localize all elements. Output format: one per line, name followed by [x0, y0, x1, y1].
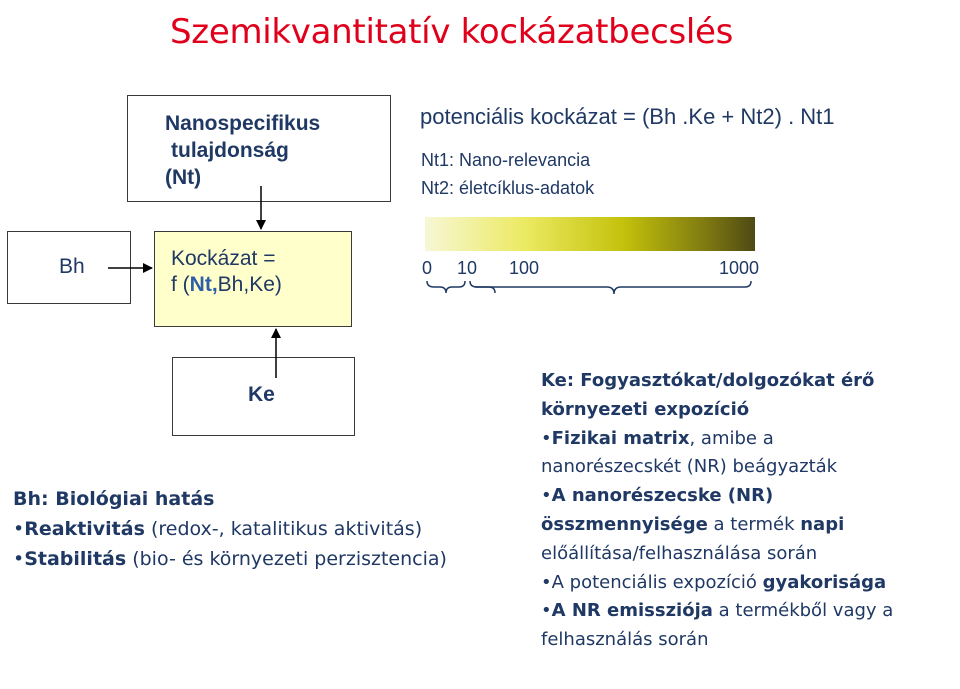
bh-item-1-bold: Reaktivitás — [24, 518, 145, 540]
ke-item-2-bold-b: napi — [800, 513, 845, 535]
scale-brace-100-1000 — [475, 281, 751, 294]
ke-item-2-line-2 — [541, 511, 956, 540]
ke-heading-1 — [541, 367, 956, 396]
ke-heading-2-text: környezeti expozíció — [541, 398, 750, 420]
scale-tick-10: 10 — [457, 258, 478, 278]
ke-item-4-line-2: felhasználás során — [541, 629, 709, 651]
bh-description — [13, 484, 447, 574]
ke-heading-2 — [541, 396, 956, 425]
risk-line-2-prefix: f ( — [171, 273, 190, 296]
bh-box-label: Bh — [59, 255, 85, 278]
scale-brace-0-10 — [427, 281, 465, 293]
ke-item-1-bold: Fizikai matrix — [551, 427, 690, 449]
ke-item-2-bold: A nanorészecske (NR) — [551, 485, 774, 507]
ke-heading-1-text: Ke: Fogyasztókat/dolgozókat érő — [541, 370, 875, 391]
scale-tick-0: 0 — [422, 258, 433, 278]
nt-line-3: (Nt) — [165, 166, 202, 189]
ke-box-label: Ke — [248, 383, 275, 406]
ke-item-matrix: •Fizikai matrix, amibe a — [541, 427, 774, 449]
ke-description — [541, 367, 956, 655]
ke-item-frequency: •A potenciális expozíció gyakorisága — [541, 571, 887, 593]
ke-item-2-mid: a termék — [707, 513, 801, 535]
scale-tick-100: 100 — [509, 258, 540, 278]
bh-item-reactivity: •Reaktivitás (redox-, katalitikus aktivitás) — [13, 518, 423, 540]
nt-line-2: tulajdonság — [171, 139, 289, 162]
ke-item-emission: •A NR emissziója a termékből vagy a — [541, 600, 894, 622]
ke-item-1-rest: , amibe a — [689, 427, 774, 449]
nt-line-1: Nanospecifikus — [165, 112, 321, 135]
ke-item-3-rest: A potenciális expozíció — [551, 571, 763, 593]
risk-line-2-suffix: Bh,Ke) — [217, 273, 282, 296]
risk-line-1: Kockázat = — [171, 247, 276, 270]
bh-item-2-bold: Stabilitás — [24, 548, 127, 570]
ke-item-3-bold: gyakorisága — [762, 571, 887, 593]
ke-item-1-line-2: nanorészecskét (NR) beágyazták — [541, 456, 838, 478]
bh-item-stability: •Stabilitás (bio- és környezeti perzisztencia) — [13, 548, 447, 570]
ke-item-4-rest: a termékből vagy a — [712, 600, 894, 622]
scale-tick-1000: 1000 — [719, 258, 760, 278]
ke-item-amount: •A nanorészecske (NR) — [541, 485, 774, 507]
ke-item-2-bold-a: összmennyisége — [541, 513, 708, 535]
risk-formula: potenciális kockázat = (Bh .Ke + Nt2) . Nt1 — [420, 104, 835, 129]
bh-item-2-rest: (bio- és környezeti perzisztencia) — [126, 548, 447, 570]
risk-line-2-nt: Nt, — [189, 273, 218, 296]
nt2-definition: Nt2: életcíklus-adatok — [421, 178, 595, 198]
bh-heading — [13, 484, 447, 514]
nt1-definition: Nt1: Nano-relevancia — [421, 150, 591, 170]
ke-item-2-line-3: előállítása/felhasználása során — [541, 542, 818, 564]
page-title: Szemikvantitatív kockázatbecslés — [170, 12, 734, 52]
bh-heading-text: Bh: Biológiai hatás — [13, 488, 215, 510]
bh-item-1-rest: (redox-, katalitikus aktivitás) — [144, 518, 423, 540]
ke-item-4-bold: A NR emissziója — [551, 600, 713, 622]
